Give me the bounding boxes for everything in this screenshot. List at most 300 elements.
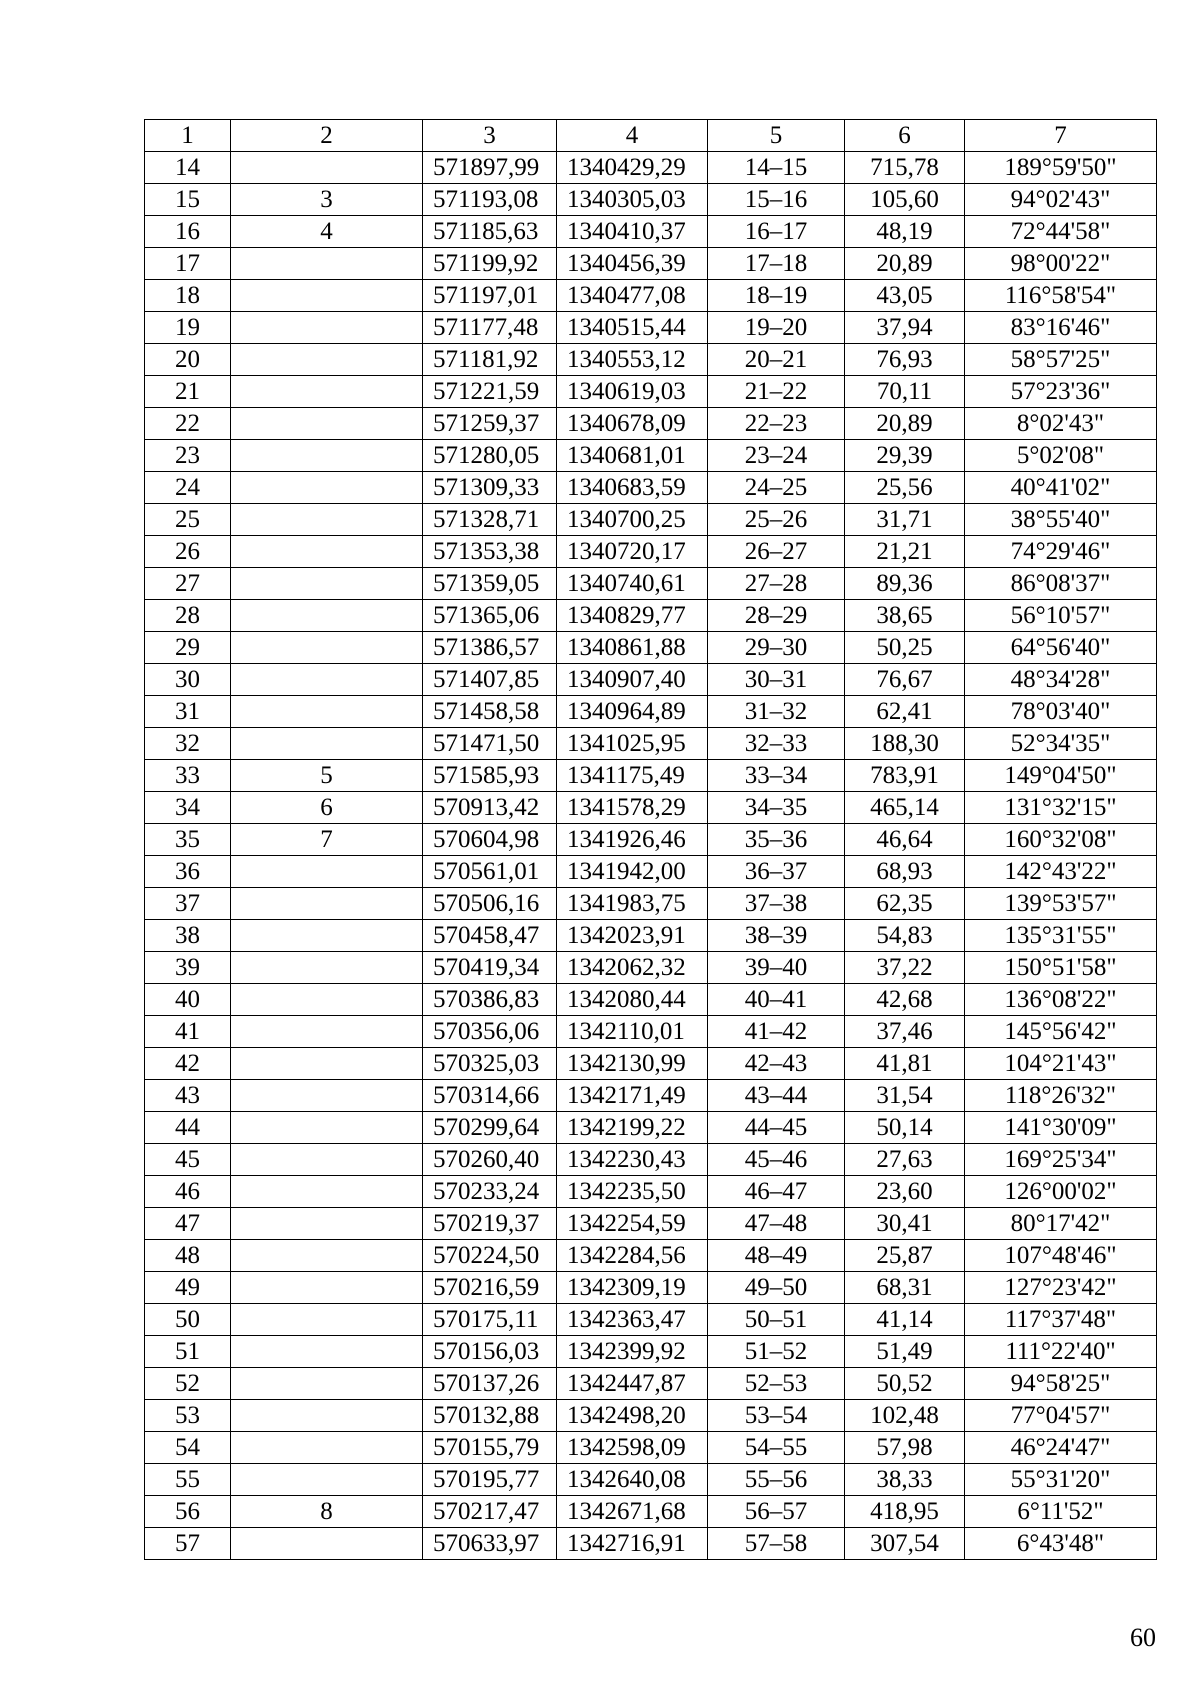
point-number-cell: 56	[145, 1496, 231, 1528]
segment-cell: 54–55	[708, 1432, 845, 1464]
segment-cell: 29–30	[708, 632, 845, 664]
point-number-cell: 24	[145, 472, 231, 504]
x-coordinate-cell: 571359,05	[423, 568, 557, 600]
y-coordinate-cell: 1340429,29	[557, 152, 708, 184]
y-coordinate-cell: 1340410,37	[557, 216, 708, 248]
angle-cell: 107°48'46"	[965, 1240, 1157, 1272]
x-coordinate-cell: 570458,47	[423, 920, 557, 952]
segment-cell: 30–31	[708, 664, 845, 696]
table-row	[145, 1464, 1157, 1496]
x-coordinate-cell: 571386,57	[423, 632, 557, 664]
length-cell: 70,11	[845, 376, 965, 408]
point-number-cell: 29	[145, 632, 231, 664]
x-coordinate-cell: 571897,99	[423, 152, 557, 184]
length-cell: 37,94	[845, 312, 965, 344]
point-number-cell: 57	[145, 1528, 231, 1560]
point-number-cell: 49	[145, 1272, 231, 1304]
segment-cell: 52–53	[708, 1368, 845, 1400]
table-row	[145, 1304, 1157, 1336]
angle-cell: 78°03'40"	[965, 696, 1157, 728]
table-row	[145, 1208, 1157, 1240]
table-row	[145, 312, 1157, 344]
y-coordinate-cell: 1341025,95	[557, 728, 708, 760]
control-point-cell	[231, 856, 423, 888]
y-coordinate-cell: 1340619,03	[557, 376, 708, 408]
angle-cell: 94°58'25"	[965, 1368, 1157, 1400]
control-point-cell	[231, 1368, 423, 1400]
x-coordinate-cell: 571458,58	[423, 696, 557, 728]
length-cell: 54,83	[845, 920, 965, 952]
length-cell: 188,30	[845, 728, 965, 760]
table-row	[145, 952, 1157, 984]
control-point-cell	[231, 376, 423, 408]
angle-cell: 136°08'22"	[965, 984, 1157, 1016]
y-coordinate-cell: 1340907,40	[557, 664, 708, 696]
angle-cell: 56°10'57"	[965, 600, 1157, 632]
point-number-cell: 46	[145, 1176, 231, 1208]
y-coordinate-cell: 1342598,09	[557, 1432, 708, 1464]
length-cell: 31,71	[845, 504, 965, 536]
length-cell: 783,91	[845, 760, 965, 792]
x-coordinate-cell: 570233,24	[423, 1176, 557, 1208]
point-number-cell: 19	[145, 312, 231, 344]
y-coordinate-cell: 1340477,08	[557, 280, 708, 312]
y-coordinate-cell: 1341578,29	[557, 792, 708, 824]
control-point-cell: 4	[231, 216, 423, 248]
segment-cell: 47–48	[708, 1208, 845, 1240]
length-cell: 30,41	[845, 1208, 965, 1240]
point-number-cell: 21	[145, 376, 231, 408]
control-point-cell	[231, 472, 423, 504]
x-coordinate-cell: 570175,11	[423, 1304, 557, 1336]
table-row	[145, 1048, 1157, 1080]
length-cell: 68,93	[845, 856, 965, 888]
length-cell: 20,89	[845, 248, 965, 280]
length-cell: 105,60	[845, 184, 965, 216]
length-cell: 38,65	[845, 600, 965, 632]
point-number-cell: 53	[145, 1400, 231, 1432]
y-coordinate-cell: 1340456,39	[557, 248, 708, 280]
table-row	[145, 1336, 1157, 1368]
table-row	[145, 792, 1157, 824]
x-coordinate-cell: 570195,77	[423, 1464, 557, 1496]
control-point-cell	[231, 920, 423, 952]
angle-cell: 126°00'02"	[965, 1176, 1157, 1208]
y-coordinate-cell: 1342199,22	[557, 1112, 708, 1144]
angle-cell: 77°04'57"	[965, 1400, 1157, 1432]
segment-cell: 26–27	[708, 536, 845, 568]
segment-cell: 23–24	[708, 440, 845, 472]
point-number-cell: 36	[145, 856, 231, 888]
control-point-cell	[231, 1304, 423, 1336]
x-coordinate-cell: 570633,97	[423, 1528, 557, 1560]
table-row	[145, 984, 1157, 1016]
angle-cell: 189°59'50"	[965, 152, 1157, 184]
table-header-row	[145, 120, 1157, 152]
point-number-cell: 52	[145, 1368, 231, 1400]
segment-cell: 37–38	[708, 888, 845, 920]
y-coordinate-cell: 1342363,47	[557, 1304, 708, 1336]
control-point-cell	[231, 152, 423, 184]
table-row	[145, 1080, 1157, 1112]
angle-cell: 83°16'46"	[965, 312, 1157, 344]
angle-cell: 46°24'47"	[965, 1432, 1157, 1464]
point-number-cell: 55	[145, 1464, 231, 1496]
segment-cell: 34–35	[708, 792, 845, 824]
x-coordinate-cell: 571309,33	[423, 472, 557, 504]
length-cell: 25,87	[845, 1240, 965, 1272]
control-point-cell	[231, 888, 423, 920]
segment-cell: 32–33	[708, 728, 845, 760]
y-coordinate-cell: 1340553,12	[557, 344, 708, 376]
control-point-cell: 3	[231, 184, 423, 216]
y-coordinate-cell: 1342671,68	[557, 1496, 708, 1528]
y-coordinate-cell: 1342080,44	[557, 984, 708, 1016]
x-coordinate-cell: 571365,06	[423, 600, 557, 632]
segment-cell: 20–21	[708, 344, 845, 376]
header-cell: 5	[708, 120, 845, 152]
x-coordinate-cell: 570132,88	[423, 1400, 557, 1432]
length-cell: 38,33	[845, 1464, 965, 1496]
angle-cell: 57°23'36"	[965, 376, 1157, 408]
table-row	[145, 920, 1157, 952]
x-coordinate-cell: 571353,38	[423, 536, 557, 568]
point-number-cell: 38	[145, 920, 231, 952]
angle-cell: 142°43'22"	[965, 856, 1157, 888]
table-row	[145, 568, 1157, 600]
segment-cell: 21–22	[708, 376, 845, 408]
control-point-cell	[231, 1336, 423, 1368]
y-coordinate-cell: 1342716,91	[557, 1528, 708, 1560]
x-coordinate-cell: 571177,48	[423, 312, 557, 344]
control-point-cell	[231, 696, 423, 728]
y-coordinate-cell: 1342640,08	[557, 1464, 708, 1496]
point-number-cell: 40	[145, 984, 231, 1016]
page-number: 60	[1130, 1623, 1156, 1652]
angle-cell: 104°21'43"	[965, 1048, 1157, 1080]
length-cell: 29,39	[845, 440, 965, 472]
angle-cell: 48°34'28"	[965, 664, 1157, 696]
table-row	[145, 664, 1157, 696]
length-cell: 50,52	[845, 1368, 965, 1400]
angle-cell: 150°51'58"	[965, 952, 1157, 984]
segment-cell: 25–26	[708, 504, 845, 536]
x-coordinate-cell: 571259,37	[423, 408, 557, 440]
table-row	[145, 1368, 1157, 1400]
y-coordinate-cell: 1342447,87	[557, 1368, 708, 1400]
x-coordinate-cell: 571199,92	[423, 248, 557, 280]
angle-cell: 38°55'40"	[965, 504, 1157, 536]
x-coordinate-cell: 571407,85	[423, 664, 557, 696]
control-point-cell: 7	[231, 824, 423, 856]
table-row	[145, 760, 1157, 792]
point-number-cell: 23	[145, 440, 231, 472]
table-row	[145, 152, 1157, 184]
segment-cell: 31–32	[708, 696, 845, 728]
segment-cell: 48–49	[708, 1240, 845, 1272]
table-row	[145, 504, 1157, 536]
x-coordinate-cell: 570155,79	[423, 1432, 557, 1464]
angle-cell: 111°22'40"	[965, 1336, 1157, 1368]
control-point-cell: 6	[231, 792, 423, 824]
control-point-cell	[231, 952, 423, 984]
segment-cell: 19–20	[708, 312, 845, 344]
point-number-cell: 14	[145, 152, 231, 184]
point-number-cell: 32	[145, 728, 231, 760]
table-row	[145, 1240, 1157, 1272]
segment-cell: 51–52	[708, 1336, 845, 1368]
segment-cell: 16–17	[708, 216, 845, 248]
table-row	[145, 408, 1157, 440]
angle-cell: 169°25'34"	[965, 1144, 1157, 1176]
x-coordinate-cell: 570561,01	[423, 856, 557, 888]
control-point-cell: 8	[231, 1496, 423, 1528]
x-coordinate-cell: 570913,42	[423, 792, 557, 824]
control-point-cell	[231, 248, 423, 280]
table-row	[145, 1112, 1157, 1144]
header-cell: 6	[845, 120, 965, 152]
angle-cell: 139°53'57"	[965, 888, 1157, 920]
angle-cell: 118°26'32"	[965, 1080, 1157, 1112]
y-coordinate-cell: 1340720,17	[557, 536, 708, 568]
x-coordinate-cell: 571471,50	[423, 728, 557, 760]
x-coordinate-cell: 570386,83	[423, 984, 557, 1016]
y-coordinate-cell: 1340829,77	[557, 600, 708, 632]
point-number-cell: 35	[145, 824, 231, 856]
control-point-cell	[231, 280, 423, 312]
control-point-cell	[231, 504, 423, 536]
control-point-cell	[231, 312, 423, 344]
length-cell: 715,78	[845, 152, 965, 184]
table-row	[145, 1272, 1157, 1304]
control-point-cell	[231, 1144, 423, 1176]
y-coordinate-cell: 1340683,59	[557, 472, 708, 504]
control-point-cell	[231, 984, 423, 1016]
y-coordinate-cell: 1340305,03	[557, 184, 708, 216]
segment-cell: 45–46	[708, 1144, 845, 1176]
x-coordinate-cell: 570325,03	[423, 1048, 557, 1080]
table-row	[145, 1400, 1157, 1432]
point-number-cell: 31	[145, 696, 231, 728]
point-number-cell: 28	[145, 600, 231, 632]
point-number-cell: 43	[145, 1080, 231, 1112]
x-coordinate-cell: 570604,98	[423, 824, 557, 856]
table-row	[145, 696, 1157, 728]
y-coordinate-cell: 1342110,01	[557, 1016, 708, 1048]
y-coordinate-cell: 1342399,92	[557, 1336, 708, 1368]
coordinates-table	[144, 119, 1157, 1560]
angle-cell: 98°00'22"	[965, 248, 1157, 280]
point-number-cell: 37	[145, 888, 231, 920]
point-number-cell: 51	[145, 1336, 231, 1368]
control-point-cell	[231, 1240, 423, 1272]
length-cell: 37,46	[845, 1016, 965, 1048]
point-number-cell: 34	[145, 792, 231, 824]
segment-cell: 36–37	[708, 856, 845, 888]
segment-cell: 33–34	[708, 760, 845, 792]
x-coordinate-cell: 571328,71	[423, 504, 557, 536]
table-row	[145, 536, 1157, 568]
length-cell: 48,19	[845, 216, 965, 248]
angle-cell: 72°44'58"	[965, 216, 1157, 248]
table-row	[145, 1528, 1157, 1560]
angle-cell: 64°56'40"	[965, 632, 1157, 664]
control-point-cell	[231, 1048, 423, 1080]
point-number-cell: 25	[145, 504, 231, 536]
point-number-cell: 42	[145, 1048, 231, 1080]
angle-cell: 127°23'42"	[965, 1272, 1157, 1304]
y-coordinate-cell: 1340678,09	[557, 408, 708, 440]
angle-cell: 55°31'20"	[965, 1464, 1157, 1496]
control-point-cell	[231, 536, 423, 568]
angle-cell: 6°43'48"	[965, 1528, 1157, 1560]
segment-cell: 50–51	[708, 1304, 845, 1336]
control-point-cell: 5	[231, 760, 423, 792]
control-point-cell	[231, 1112, 423, 1144]
point-number-cell: 30	[145, 664, 231, 696]
header-cell: 1	[145, 120, 231, 152]
segment-cell: 46–47	[708, 1176, 845, 1208]
length-cell: 25,56	[845, 472, 965, 504]
segment-cell: 17–18	[708, 248, 845, 280]
control-point-cell	[231, 1432, 423, 1464]
y-coordinate-cell: 1340861,88	[557, 632, 708, 664]
point-number-cell: 44	[145, 1112, 231, 1144]
length-cell: 23,60	[845, 1176, 965, 1208]
length-cell: 42,68	[845, 984, 965, 1016]
y-coordinate-cell: 1341175,49	[557, 760, 708, 792]
y-coordinate-cell: 1340515,44	[557, 312, 708, 344]
table-row	[145, 472, 1157, 504]
segment-cell: 44–45	[708, 1112, 845, 1144]
x-coordinate-cell: 570219,37	[423, 1208, 557, 1240]
length-cell: 43,05	[845, 280, 965, 312]
angle-cell: 135°31'55"	[965, 920, 1157, 952]
length-cell: 37,22	[845, 952, 965, 984]
table-row	[145, 280, 1157, 312]
y-coordinate-cell: 1342254,59	[557, 1208, 708, 1240]
length-cell: 50,25	[845, 632, 965, 664]
y-coordinate-cell: 1341942,00	[557, 856, 708, 888]
length-cell: 62,41	[845, 696, 965, 728]
x-coordinate-cell: 571221,59	[423, 376, 557, 408]
length-cell: 76,93	[845, 344, 965, 376]
angle-cell: 74°29'46"	[965, 536, 1157, 568]
length-cell: 31,54	[845, 1080, 965, 1112]
angle-cell: 80°17'42"	[965, 1208, 1157, 1240]
angle-cell: 5°02'08"	[965, 440, 1157, 472]
angle-cell: 117°37'48"	[965, 1304, 1157, 1336]
length-cell: 68,31	[845, 1272, 965, 1304]
length-cell: 76,67	[845, 664, 965, 696]
point-number-cell: 15	[145, 184, 231, 216]
table-row	[145, 248, 1157, 280]
point-number-cell: 17	[145, 248, 231, 280]
segment-cell: 56–57	[708, 1496, 845, 1528]
table-row	[145, 1176, 1157, 1208]
table-row	[145, 344, 1157, 376]
x-coordinate-cell: 570299,64	[423, 1112, 557, 1144]
segment-cell: 40–41	[708, 984, 845, 1016]
y-coordinate-cell: 1342235,50	[557, 1176, 708, 1208]
length-cell: 20,89	[845, 408, 965, 440]
segment-cell: 42–43	[708, 1048, 845, 1080]
segment-cell: 28–29	[708, 600, 845, 632]
point-number-cell: 39	[145, 952, 231, 984]
angle-cell: 6°11'52"	[965, 1496, 1157, 1528]
segment-cell: 49–50	[708, 1272, 845, 1304]
point-number-cell: 47	[145, 1208, 231, 1240]
y-coordinate-cell: 1340740,61	[557, 568, 708, 600]
angle-cell: 40°41'02"	[965, 472, 1157, 504]
control-point-cell	[231, 440, 423, 472]
x-coordinate-cell: 570260,40	[423, 1144, 557, 1176]
angle-cell: 131°32'15"	[965, 792, 1157, 824]
x-coordinate-cell: 571185,63	[423, 216, 557, 248]
table-row	[145, 600, 1157, 632]
control-point-cell	[231, 1464, 423, 1496]
segment-cell: 15–16	[708, 184, 845, 216]
table-row	[145, 1496, 1157, 1528]
segment-cell: 27–28	[708, 568, 845, 600]
table-row	[145, 184, 1157, 216]
table-row	[145, 440, 1157, 472]
x-coordinate-cell: 570217,47	[423, 1496, 557, 1528]
segment-cell: 24–25	[708, 472, 845, 504]
table-row	[145, 1144, 1157, 1176]
angle-cell: 52°34'35"	[965, 728, 1157, 760]
table-row	[145, 824, 1157, 856]
y-coordinate-cell: 1341983,75	[557, 888, 708, 920]
x-coordinate-cell: 570216,59	[423, 1272, 557, 1304]
control-point-cell	[231, 1400, 423, 1432]
table-row	[145, 216, 1157, 248]
x-coordinate-cell: 571585,93	[423, 760, 557, 792]
table-row	[145, 1432, 1157, 1464]
y-coordinate-cell: 1341926,46	[557, 824, 708, 856]
segment-cell: 53–54	[708, 1400, 845, 1432]
x-coordinate-cell: 571280,05	[423, 440, 557, 472]
length-cell: 46,64	[845, 824, 965, 856]
control-point-cell	[231, 728, 423, 760]
y-coordinate-cell: 1342284,56	[557, 1240, 708, 1272]
point-number-cell: 50	[145, 1304, 231, 1336]
segment-cell: 35–36	[708, 824, 845, 856]
point-number-cell: 16	[145, 216, 231, 248]
segment-cell: 55–56	[708, 1464, 845, 1496]
point-number-cell: 33	[145, 760, 231, 792]
length-cell: 89,36	[845, 568, 965, 600]
point-number-cell: 20	[145, 344, 231, 376]
angle-cell: 86°08'37"	[965, 568, 1157, 600]
header-cell: 4	[557, 120, 708, 152]
control-point-cell	[231, 568, 423, 600]
angle-cell: 160°32'08"	[965, 824, 1157, 856]
segment-cell: 41–42	[708, 1016, 845, 1048]
x-coordinate-cell: 571193,08	[423, 184, 557, 216]
table-row	[145, 1016, 1157, 1048]
angle-cell: 141°30'09"	[965, 1112, 1157, 1144]
segment-cell: 57–58	[708, 1528, 845, 1560]
length-cell: 51,49	[845, 1336, 965, 1368]
length-cell: 41,14	[845, 1304, 965, 1336]
table-row	[145, 632, 1157, 664]
control-point-cell	[231, 664, 423, 696]
point-number-cell: 48	[145, 1240, 231, 1272]
x-coordinate-cell: 570419,34	[423, 952, 557, 984]
control-point-cell	[231, 1176, 423, 1208]
y-coordinate-cell: 1342062,32	[557, 952, 708, 984]
